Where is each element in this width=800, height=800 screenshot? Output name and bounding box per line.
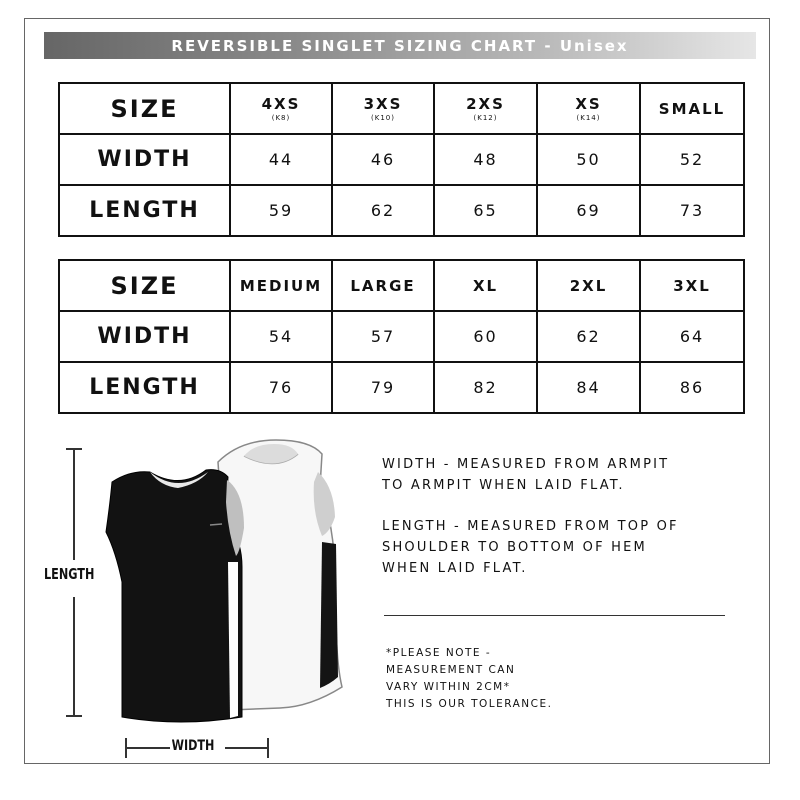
- length-value: 69: [537, 185, 640, 236]
- size-header-cell: [332, 83, 434, 134]
- width-value: 50: [537, 134, 640, 185]
- row-label-length: LENGTH: [59, 362, 230, 413]
- table-row: [59, 185, 744, 236]
- size-header-cell: 2XL: [537, 260, 640, 311]
- size-table-1: [58, 82, 745, 237]
- width-value: 52: [640, 134, 744, 185]
- divider: [384, 615, 725, 616]
- table-row: [59, 134, 744, 185]
- row-label-width: WIDTH: [59, 311, 230, 362]
- length-value: 73: [640, 185, 744, 236]
- length-value: 65: [434, 185, 537, 236]
- size-label: 2XS: [466, 95, 505, 113]
- width-value: 62: [537, 311, 640, 362]
- width-dimension-label: WIDTH: [171, 738, 215, 754]
- width-value: 60: [434, 311, 537, 362]
- size-label: XS: [575, 95, 602, 113]
- length-measurement-note: LENGTH - MEASURED FROM TOP OF SHOULDER TO BOTTOM OF HEM WHEN LAID FLAT.: [382, 519, 679, 576]
- width-measurement-note: WIDTH - MEASURED FROM ARMPIT TO ARMPIT WHEN LAID FLAT.: [382, 457, 670, 493]
- chart-title-banner: REVERSIBLE SINGLET SIZING CHART - Unisex: [44, 32, 756, 59]
- width-value: 48: [434, 134, 537, 185]
- size-sublabel: (K14): [576, 114, 601, 122]
- table-row: [59, 260, 744, 311]
- size-header-cell: LARGE: [332, 260, 434, 311]
- size-header-cell: [230, 83, 332, 134]
- size-header-cell: MEDIUM: [230, 260, 332, 311]
- table-row: [59, 311, 744, 362]
- row-label-length: LENGTH: [59, 185, 230, 236]
- row-label-size: SIZE: [59, 83, 230, 134]
- size-table-2: [58, 259, 745, 414]
- row-label-width: WIDTH: [59, 134, 230, 185]
- tolerance-note: *PLEASE NOTE - MEASUREMENT CAN VARY WITHIN 2CM* THIS IS OUR TOLERANCE.: [386, 647, 553, 710]
- length-dimension-label: LENGTH: [44, 565, 95, 583]
- length-value: 84: [537, 362, 640, 413]
- size-header-cell: XL: [434, 260, 537, 311]
- length-value: 86: [640, 362, 744, 413]
- length-value: 82: [434, 362, 537, 413]
- size-sublabel: (K8): [271, 114, 291, 122]
- size-header-cell: [434, 83, 537, 134]
- table-row: [59, 83, 744, 134]
- size-sublabel: (K10): [371, 114, 395, 122]
- black-singlet: [106, 470, 244, 722]
- size-header-cell: [537, 83, 640, 134]
- size-header-cell: 3XL: [640, 260, 744, 311]
- width-value: 44: [230, 134, 332, 185]
- width-value: 46: [332, 134, 434, 185]
- table-row: [59, 362, 744, 413]
- row-label-size: SIZE: [59, 260, 230, 311]
- size-label: 3XS: [363, 95, 403, 113]
- width-value: 64: [640, 311, 744, 362]
- length-value: 62: [332, 185, 434, 236]
- length-value: 59: [230, 185, 332, 236]
- size-header-cell: [640, 83, 744, 134]
- size-label: SMALL: [658, 99, 726, 118]
- size-label: 4XS: [261, 95, 301, 113]
- length-value: 79: [332, 362, 434, 413]
- length-value: 76: [230, 362, 332, 413]
- width-value: 54: [230, 311, 332, 362]
- singlet-illustration: [30, 432, 370, 767]
- width-value: 57: [332, 311, 434, 362]
- size-sublabel: (K12): [473, 114, 498, 122]
